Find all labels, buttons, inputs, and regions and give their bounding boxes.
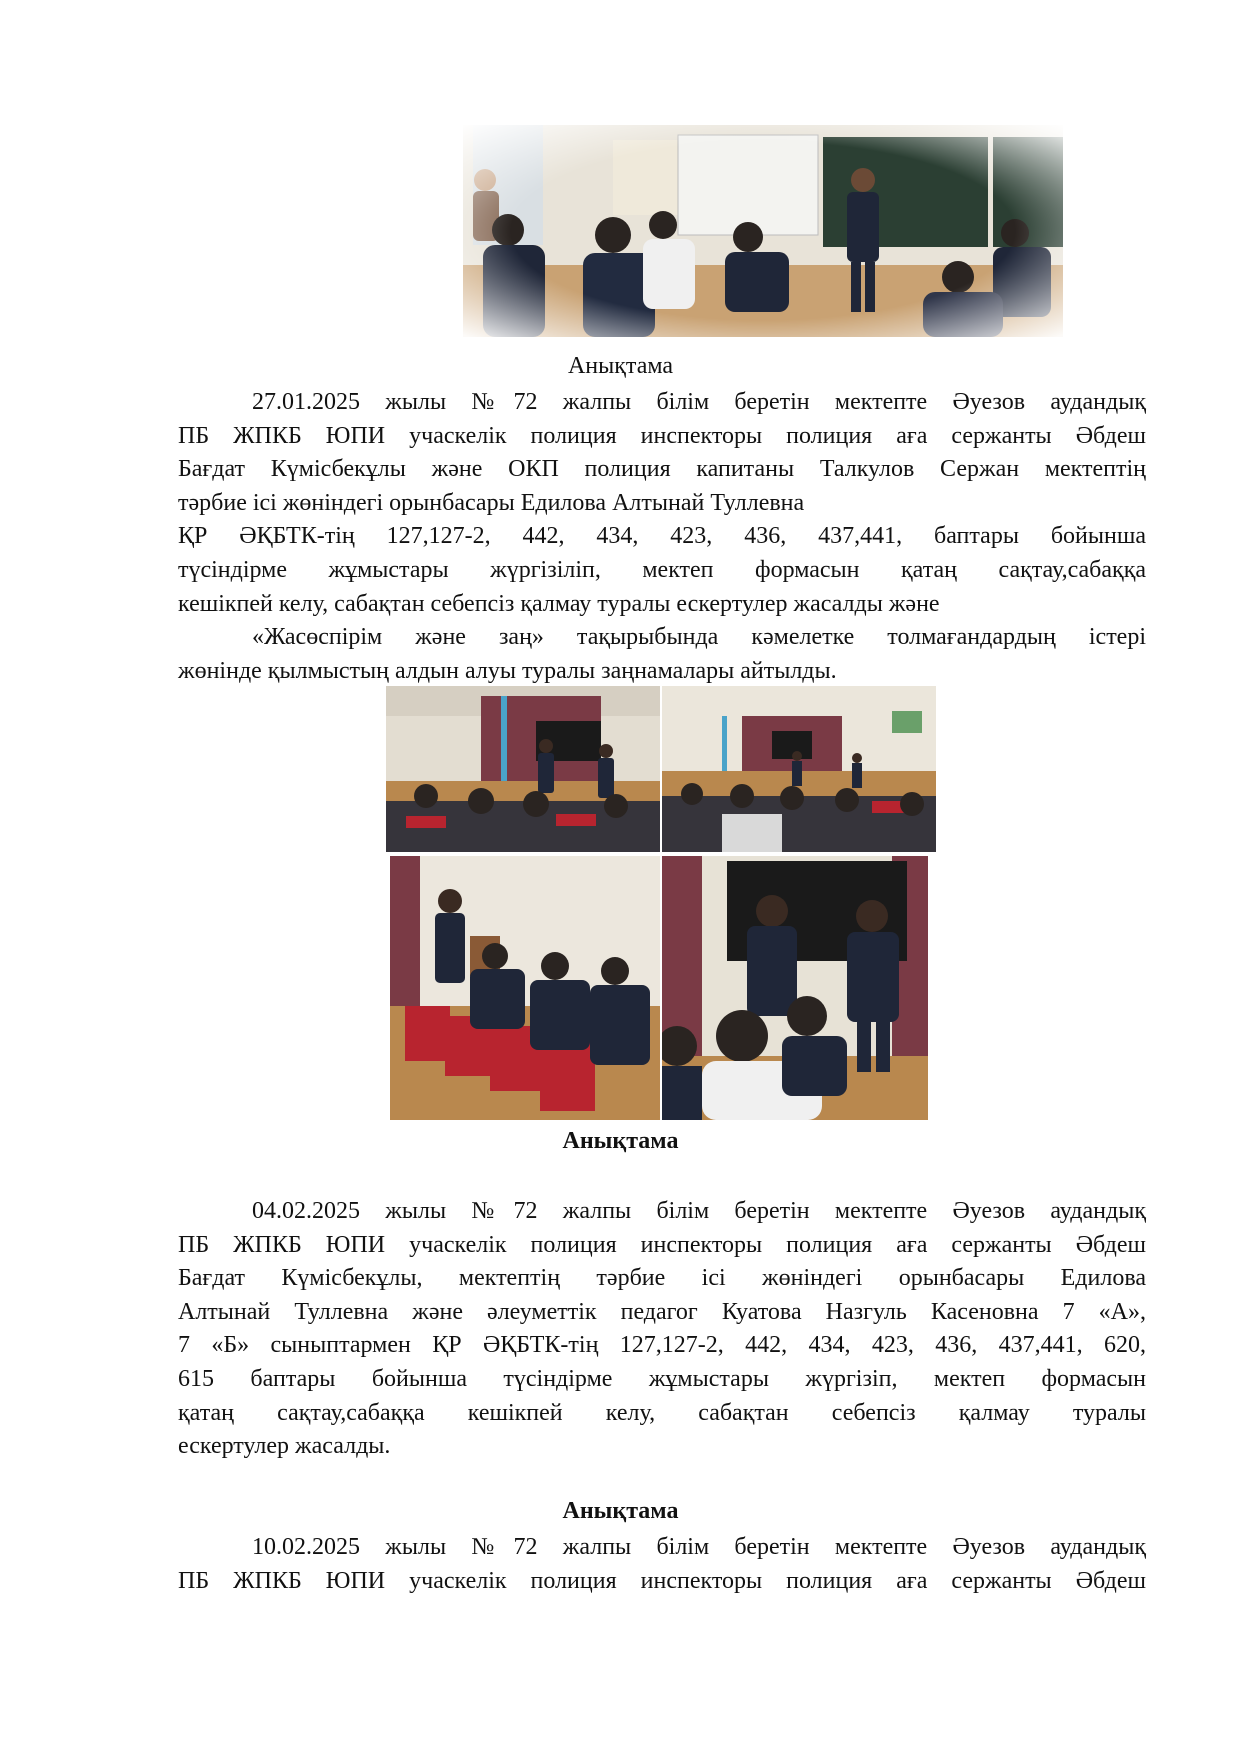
para1-line: ПБ ЖПКБ ЮПИ учаскелік полиция инспекторы полиция аға сержанты Әбдеш xyxy=(178,422,1146,449)
para2-line: ескертулер жасалды. xyxy=(178,1433,391,1460)
paragraph-1 xyxy=(178,386,1146,688)
para1-line: түсіндірме жұмыстары жүргізіліп, мектеп формасын қатаң сақтау,сабаққа xyxy=(178,556,1146,583)
classroom-photo xyxy=(463,125,1063,337)
para1-line: кешікпей келу, сабақтан себепсіз қалмау туралы ескертулер жасалды және xyxy=(178,590,940,617)
para1-line: тәрбие ісі жөніндегі орынбасары Едилова Алтынай Туллевна xyxy=(178,489,805,516)
para2-line: Алтынай Туллевна және әлеуметтік педагог Куатова Назгуль Касеновна 7 «А», xyxy=(178,1298,1146,1325)
para1-line: «Жасөспірім және заң» тақырыбында кәмелетке толмағандардың істері xyxy=(252,624,1146,651)
para3-line: ПБ ЖПКБ ЮПИ учаскелік полиция инспекторы полиция аға сержанты Әбдеш xyxy=(178,1567,1146,1594)
hall-photo-top-left xyxy=(386,686,660,852)
heading-2: Анықтама xyxy=(562,1128,679,1154)
para1-line: ҚР ӘҚБТК-тің 127,127-2, 442, 434, 423, 436, 437,441, баптары бойынша xyxy=(178,523,1146,550)
hall-photo-top-right xyxy=(662,686,936,852)
para2-line: қатаң сақтау,сабаққа кешікпей келу, сабақтан себепсіз қалмау туралы xyxy=(178,1399,1146,1426)
hall-photo-bottom-right xyxy=(662,856,928,1120)
para2-line: 7 «Б» сыныптармен ҚР ӘҚБТК-тің 127,127-2, 442, 434, 423, 436, 437,441, 620, xyxy=(178,1332,1146,1359)
para1-line: жөнінде қылмыстың алдын алуы туралы заңнамалары айтылды. xyxy=(178,657,837,684)
para1-line: Бағдат Күмісбекұлы және ОКП полиция капитаны Талкулов Сержан мектептің xyxy=(178,456,1146,483)
paragraph-3 xyxy=(178,1531,1146,1598)
para2-line: 04.02.2025 жылы №72 жалпы білім беретін мектепте Әуезов аудандық xyxy=(252,1198,1146,1224)
para3-line: 10.02.2025 жылы №72 жалпы білім беретін мектепте Әуезов аудандық xyxy=(252,1534,1146,1560)
paragraph-2 xyxy=(178,1195,1146,1464)
heading-3: Анықтама xyxy=(562,1498,679,1524)
para2-line: 615 баптары бойынша түсіндірме жұмыстары жүргізіп, мектеп формасын xyxy=(178,1365,1146,1392)
hall-photo-bottom-left xyxy=(390,856,660,1120)
heading-1: Анықтама xyxy=(567,353,674,379)
para2-line: ПБ ЖПКБ ЮПИ учаскелік полиция инспекторы полиция аға сержанты Әбдеш xyxy=(178,1231,1146,1258)
para2-line: Бағдат Күмісбекұлы, мектептің тәрбие ісі жөніндегі орынбасары Едилова xyxy=(178,1265,1146,1292)
para1-line: 27.01.2025 жылы №72 жалпы білім беретін мектепте Әуезов аудандық xyxy=(252,389,1146,415)
